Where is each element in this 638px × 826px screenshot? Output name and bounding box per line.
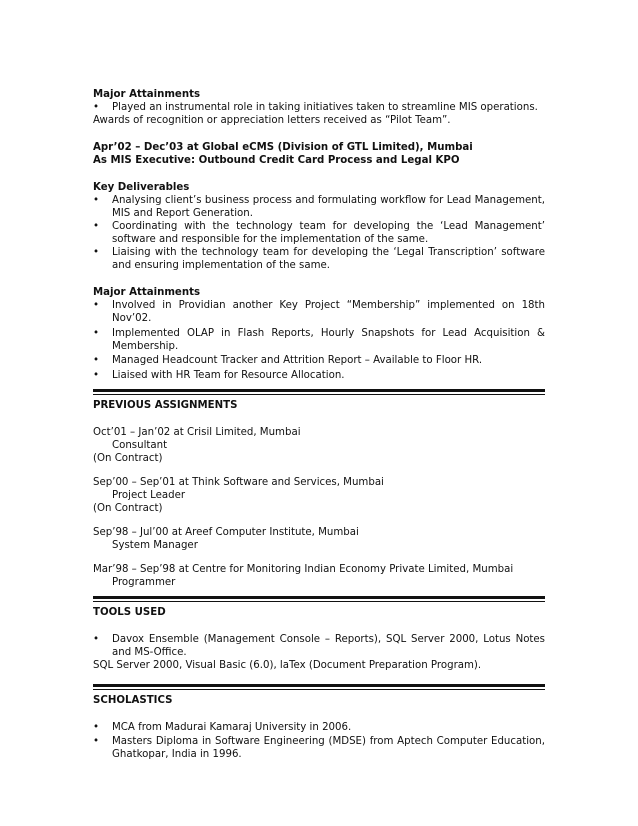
key-deliverables-list [93,194,545,272]
bullet-icon: • [93,300,100,311]
list-item: • Liaised with HR Team for Resource Allocation. [93,369,345,381]
list-item: • Involved in Providian another Key Project “Membership” implemented on 18th Nov’02. [93,300,545,324]
major-attainments-list-2 [93,299,545,382]
bullet-icon: • [93,369,100,381]
major-attainments-list [93,101,545,114]
list-item: • Managed Headcount Tracker and Attrition Report – Available to Floor HR. [93,355,483,366]
assignment-role: Programmer [112,576,176,588]
list-item: • Played an instrumental role in taking initiatives taken to streamline MIS operations. [93,102,538,113]
assignment-note: (On Contract) [93,452,163,464]
tools-used-title: TOOLS USED [93,606,166,618]
bullet-icon: • [93,221,100,232]
section-divider [93,596,545,603]
section-divider [93,684,545,691]
bullet-icon: • [93,102,100,113]
list-item: • Davox Ensemble (Management Console – Reports), SQL Server 2000, Lotus Notes and MS-Office. [93,633,545,658]
assignment-entry: Oct’01 – Jan’02 at Crisil Limited, Mumbai Consultant (On Contract) [93,426,545,465]
scholastics-list [93,721,545,762]
job-period-heading: Apr’02 – Dec’03 at Global eCMS (Division of GTL Limited), Mumbai [93,142,473,153]
assignment-role: Consultant [112,439,168,451]
list-item: • MCA from Madurai Kamaraj University in 2006. [93,721,352,733]
list-item: • Masters Diploma in Software Engineering (MDSE) from Aptech Computer Education, Ghatkopar, India in 1996. [93,736,545,760]
list-item: • Coordinating with the technology team for developing the ‘Lead Management’ software and responsible for the implementation of the same. [93,221,545,245]
assignment-role: Project Leader [112,489,186,501]
bullet-icon: • [93,355,100,366]
key-deliverables-heading: Key Deliverables [93,182,190,193]
section-divider [93,389,545,396]
assignment-entry: Sep’98 – Jul’00 at Areef Computer Institute, Mumbai System Manager [93,526,545,552]
bullet-icon: • [93,247,100,258]
bullet-icon: • [93,195,100,206]
assignment-note: (On Contract) [93,502,163,514]
tools-note: SQL Server 2000, Visual Basic (6.0), laTex (Document Preparation Program). [93,659,482,671]
resume-page [93,88,545,763]
list-item: • Liaising with the technology team for developing the ‘Legal Transcription’ software and ensuring implementation of the same. [93,247,545,271]
major-attainments-heading: Major Attainments [93,89,201,100]
bullet-icon: • [93,721,100,733]
bullet-icon: • [93,736,100,747]
job-role-heading: As MIS Executive: Outbound Credit Card Process and Legal KPO [93,155,460,166]
major-attainments-heading-2: Major Attainments [93,287,201,298]
scholastics-title: SCHOLASTICS [93,694,173,706]
bullet-icon: • [93,633,100,645]
bullet-icon: • [93,327,100,339]
assignment-entry: Mar’98 – Sep’98 at Centre for Monitoring Indian Economy Private Limited, Mumbai Programmer [93,563,545,589]
previous-assignments-title: PREVIOUS ASSIGNMENTS [93,399,238,411]
list-item: • Analysing client’s business process and formulating workflow for Lead Management, MIS and Report Generation. [93,195,545,219]
list-item: • Implemented OLAP in Flash Reports, Hourly Snapshots for Lead Acquisition & Membership. [93,327,545,352]
assignment-entry: Sep’00 – Sep’01 at Think Software and Services, Mumbai Project Leader (On Contract) [93,476,545,515]
assignment-role: System Manager [112,539,198,551]
tools-list [93,633,545,659]
awards-note: Awards of recognition or appreciation letters received as “Pilot Team”. [93,115,451,126]
